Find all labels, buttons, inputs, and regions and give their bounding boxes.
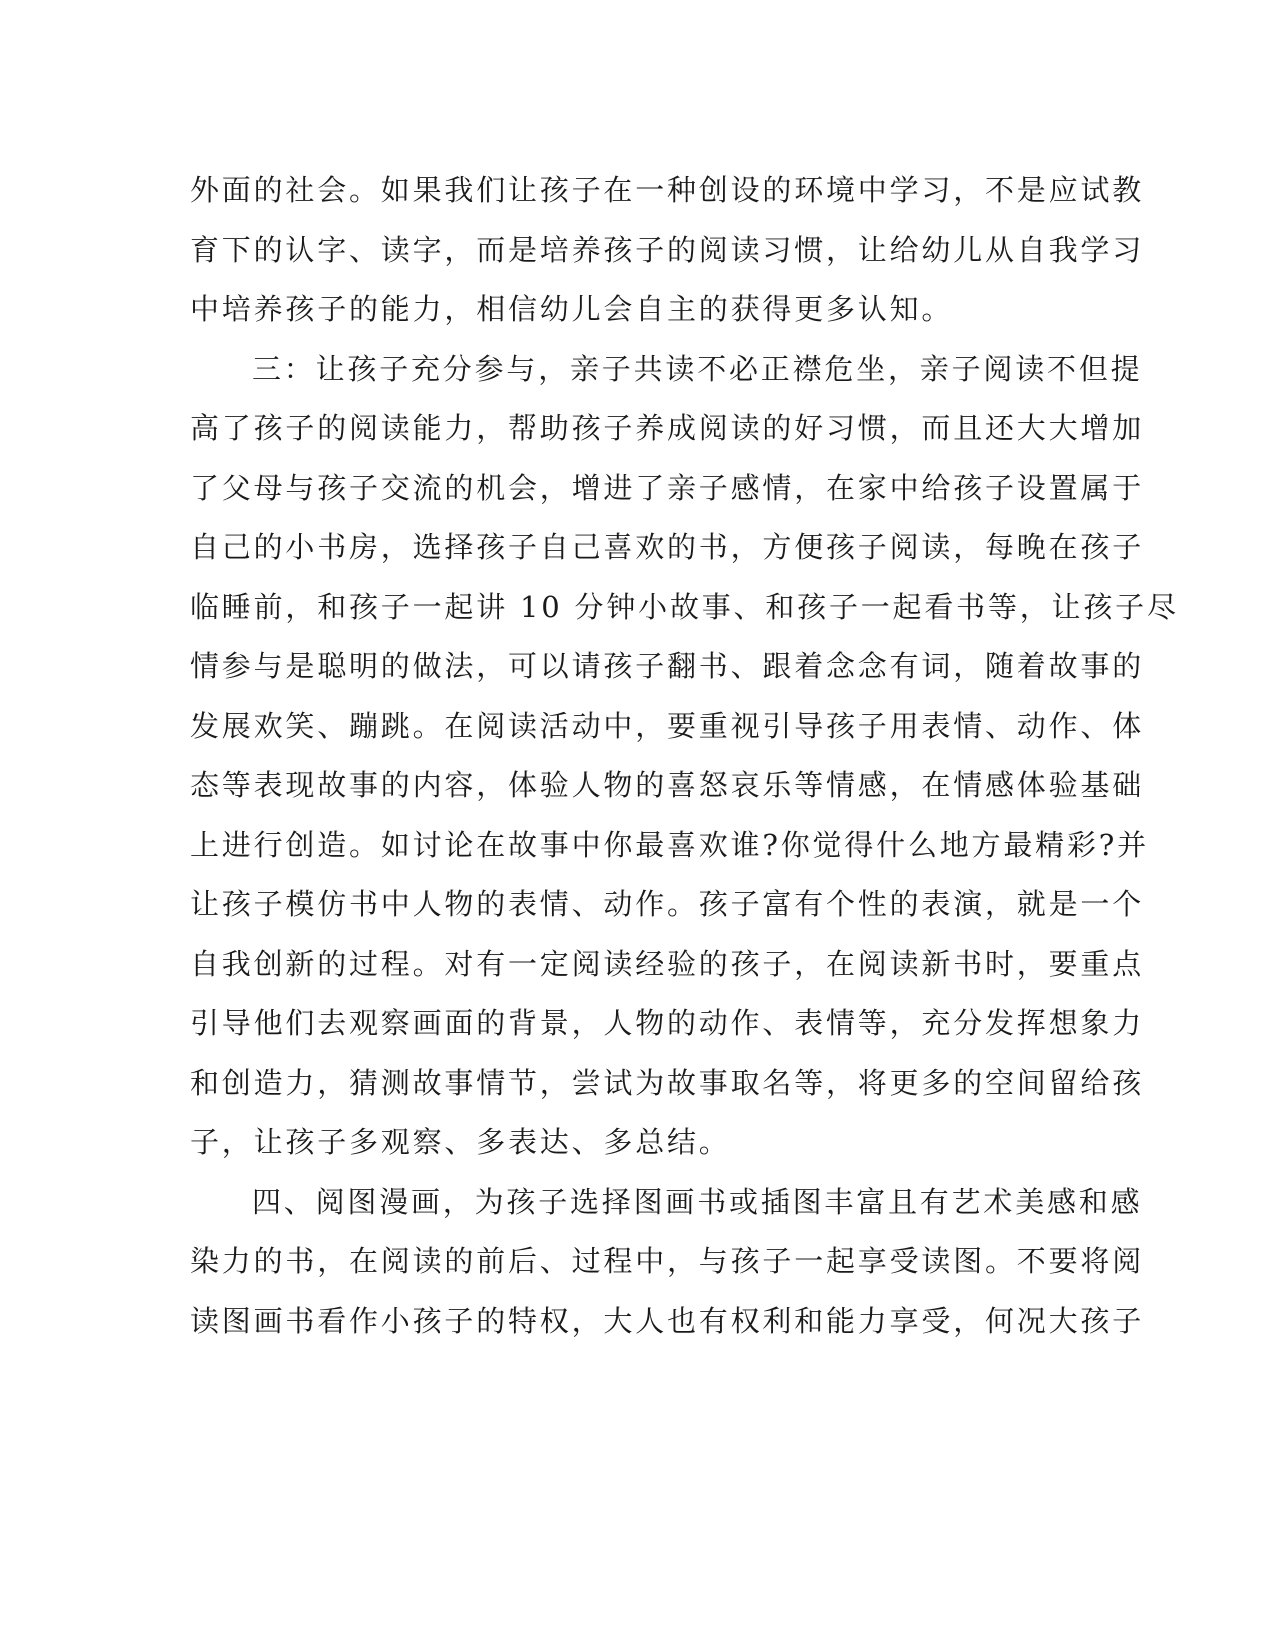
text-line: 和创造力，猜测故事情节，尝试为故事取名等，将更多的空间留给孩 — [190, 1065, 1145, 1100]
text-line: 染力的书，在阅读的前后、过程中，与孩子一起享受读图。不要将阅 — [190, 1244, 1145, 1278]
paragraph-start-line: 四、阅图漫画，为孩子选择图画书或插图丰富且有艺术美感和感 — [252, 1184, 1143, 1219]
text-line: 外面的社会。如果我们让孩子在一种创设的环境中学习，不是应试教 — [190, 173, 1145, 207]
text-line: 自我创新的过程。对有一定阅读经验的孩子，在阅读新书时，要重点 — [190, 946, 1145, 981]
text-line: 自己的小书房，选择孩子自己喜欢的书，方便孩子阅读，每晚在孩子 — [190, 530, 1145, 564]
text-line: 中培养孩子的能力，相信幼儿会自主的获得更多认知。 — [190, 292, 954, 326]
body-text — [190, 161, 1179, 1351]
text-line: 读图画书看作小孩子的特权，大人也有权利和能力享受，何况大孩子 — [190, 1303, 1145, 1338]
text-line: 高了孩子的阅读能力，帮助孩子养成阅读的好习惯，而且还大大增加 — [190, 411, 1145, 445]
text-line: 让孩子模仿书中人物的表情、动作。孩子富有个性的表演，就是一个 — [190, 887, 1145, 921]
text-line: 了父母与孩子交流的机会，增进了亲子感情，在家中给孩子设置属于 — [190, 470, 1145, 505]
text-line: 上进行创造。如讨论在故事中你最喜欢谁?你觉得什么地方最精彩?并 — [190, 827, 1149, 862]
text-line: 临睡前，和孩子一起讲 10 分钟小故事、和孩子一起看书等，让孩子尽 — [190, 589, 1179, 624]
text-line: 育下的认字、读字，而是培养孩子的阅读习惯，让给幼儿从自我学习 — [190, 232, 1145, 267]
text-line: 情参与是聪明的做法，可以请孩子翻书、跟着念念有词，随着故事的 — [190, 649, 1145, 683]
text-line: 发展欢笑、蹦跳。在阅读活动中，要重视引导孩子用表情、动作、体 — [190, 708, 1145, 743]
text-line: 子，让孩子多观察、多表达、多总结。 — [190, 1125, 731, 1159]
text-line: 引导他们去观察画面的背景，人物的动作、表情等，充分发挥想象力 — [190, 1006, 1145, 1040]
paragraph-start-line: 三：让孩子充分参与，亲子共读不必正襟危坐，亲子阅读不但提 — [252, 351, 1143, 386]
text-line: 态等表现故事的内容，体验人物的喜怒哀乐等情感，在情感体验基础 — [190, 768, 1145, 802]
